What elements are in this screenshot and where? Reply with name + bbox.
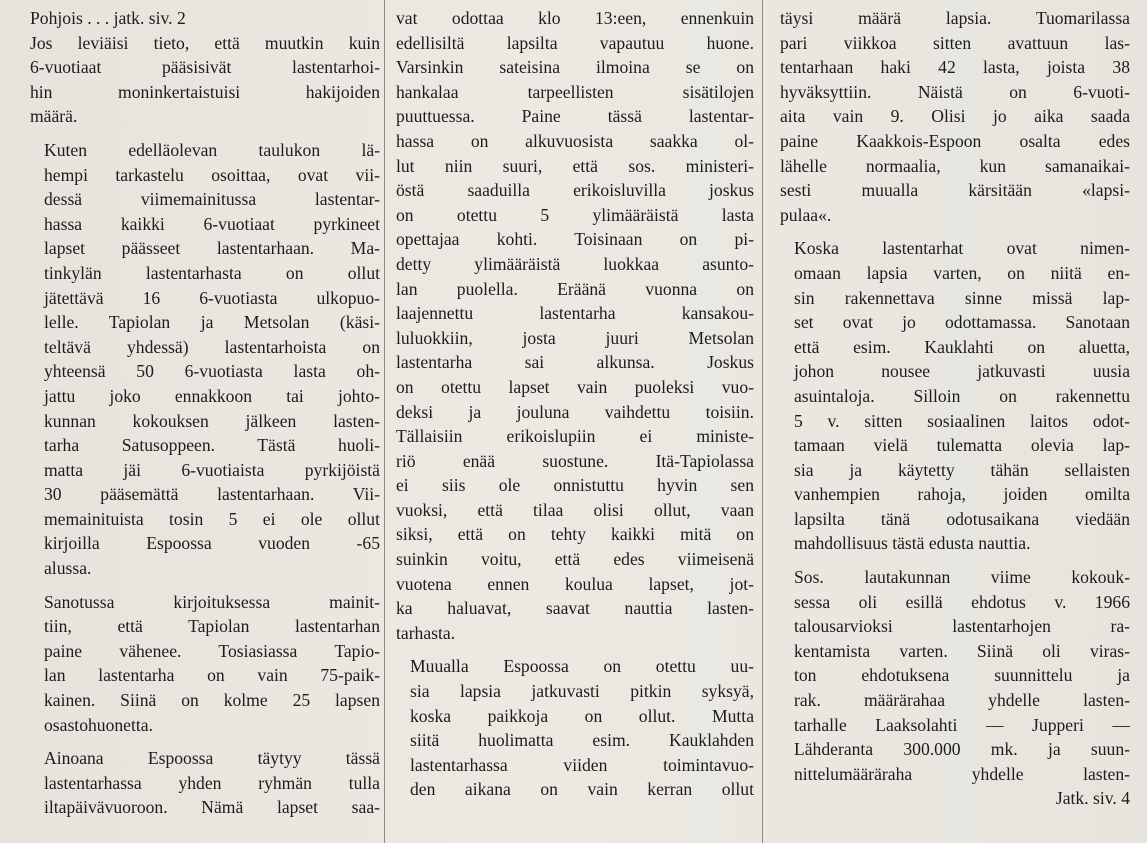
text-line: kainen. Siinä on kolme 25 lapsen — [44, 690, 380, 711]
text-line: luluokkiin, josta juuri Metsolan — [396, 327, 754, 348]
text-line: puuttuessa. Paine tässä lastentar- — [396, 106, 754, 127]
text-line: johon nousee jatkuvasti uusia — [794, 361, 1130, 382]
text-line: mahdollisuus tästä edusta nauttia. — [794, 533, 1031, 554]
text-line: matta jäi 6-vuotiaista pyrkijöistä — [44, 459, 380, 480]
text-line: lastentarhassa viiden toimintavuo- — [410, 754, 754, 775]
text-line: jattu joko ennakkoon tai johto- — [44, 385, 380, 406]
text-line: alussa. — [44, 558, 92, 579]
text-line: 6-vuotiaat pääsisivät lastentarhoi- — [30, 57, 380, 78]
text-line: edellisiltä lapsilta vapautuu huone. — [396, 32, 754, 53]
text-line: ei siis ole onnistuttu hyvin sen — [396, 475, 754, 496]
text-line: lapset päässeet lastentarhaan. Ma- — [44, 238, 380, 259]
text-line: paine Kaakkois-Espoon osalta edes — [780, 130, 1130, 151]
text-line: sin rakennettava sinne missä lap- — [794, 287, 1130, 308]
paragraph — [30, 590, 380, 738]
paragraph — [30, 138, 380, 581]
text-line: että esim. Kauklahti on aluetta, — [794, 336, 1130, 357]
text-line: omaan lapsia varten, on niitä en- — [794, 262, 1130, 283]
text-line: hyväksyttiin. Näistä on 6-vuoti- — [780, 81, 1130, 102]
text-line: hempi tarkastelu osoittaa, ovat vii- — [44, 164, 380, 185]
column-1 — [30, 6, 380, 820]
text-line: Jos leviäisi tieto, että muutkin kuin — [30, 32, 380, 53]
text-line: lelle. Tapiolan ja Metsolan (käsi- — [44, 312, 380, 333]
text-line: lan puolella. Eräänä vuonna on — [396, 278, 754, 299]
text-line: osastohuonetta. — [44, 714, 153, 735]
text-line: dessä viimemainitussa lastentar- — [44, 189, 380, 210]
text-line: pari viikkoa sitten avattuun las- — [780, 32, 1130, 53]
text-line: täysi määrä lapsia. Tuomarilassa — [780, 8, 1130, 28]
text-line: vat odottaa klo 13:een, ennenkuin — [396, 8, 754, 28]
text-line: sia lapsia jatkuvasti pitkin syksyä, — [410, 681, 754, 702]
text-line: Ainoana Espoossa täytyy tässä — [44, 748, 380, 769]
continuation-header: Pohjois . . . jatk. siv. 2 — [30, 8, 186, 28]
text-line: talousarvioksi lastentarhojen ra- — [794, 616, 1130, 637]
text-line: Sanotussa kirjoituksessa mainit- — [44, 591, 380, 612]
text-line: tarhasta. — [396, 622, 456, 643]
text-line: memainituista tosin 5 ei ole ollut — [44, 508, 380, 529]
text-line: kentamista varten. Siinä oli viras- — [794, 640, 1130, 661]
text-line: östä saaduilla erikoisluvilla joskus — [396, 180, 754, 201]
text-line: riö enää suostune. Itä-Tapiolassa — [396, 450, 754, 471]
text-line: 30 pääsemättä lastentarhaan. Vii- — [44, 484, 380, 505]
text-line: Muualla Espoossa on otettu uu- — [410, 656, 754, 677]
text-line: siitä huolimatta esim. Kauklahden — [410, 730, 754, 751]
text-line: asuintaloja. Silloin on rakennettu — [794, 385, 1130, 406]
continuation-footer: Jatk. siv. 4 — [1055, 788, 1130, 809]
text-line: vanhempien rahoja, joiden omilta — [794, 484, 1130, 505]
paragraph — [780, 6, 1130, 227]
text-line: Koska lastentarhat ovat nimen- — [794, 238, 1130, 259]
paragraph — [396, 654, 754, 802]
text-line: teltävä yhdessä) lastentarhoista on — [44, 336, 380, 357]
text-line: pulaa«. — [780, 204, 832, 225]
text-line: lastentarha sai alkunsa. Joskus — [396, 352, 754, 373]
column-2 — [396, 6, 754, 802]
text-line: tiin, että Tapiolan lastentarhan — [44, 616, 380, 637]
paragraph — [30, 746, 380, 820]
text-line: iltapäivävuoroon. Nämä lapset saa- — [44, 797, 380, 818]
text-line: Kuten edelläolevan taulukon lä- — [44, 139, 380, 160]
text-line: hin moninkertaistuisi hakijoiden — [30, 81, 380, 102]
text-line: lapsilta tänä odotusaikana viedään — [794, 508, 1130, 529]
text-line: vuotena ennen koulua lapset, jot- — [396, 573, 754, 594]
text-line: Lähderanta 300.000 mk. ja suun- — [794, 739, 1130, 760]
text-line: set ovat jo odottamassa. Sanotaan — [794, 312, 1130, 333]
text-line: jätettävä 16 6-vuotiasta ulkopuo- — [44, 287, 380, 308]
text-line: tinkylän lastentarhasta on ollut — [44, 262, 380, 283]
text-line: laajennettu lastentarha kansakou- — [396, 303, 754, 324]
text-line: tentarhaan haki 42 lasta, joista 38 — [780, 57, 1130, 78]
column-rule — [762, 0, 763, 843]
text-line: ton ehdotuksena suunnittelu ja — [794, 665, 1130, 686]
text-line: paine vähenee. Tosiasiassa Tapio- — [44, 640, 380, 661]
text-line: Varsinkin sateisina ilmoina se on — [396, 57, 754, 78]
text-line: tarha Satusoppeen. Tästä huoli- — [44, 435, 380, 456]
text-line: nittelumääräraha yhdelle lasten- — [794, 763, 1130, 784]
text-line: suinkin voitu, että edes viimeisenä — [396, 549, 754, 570]
text-line: on otettu 5 ylimääräistä lasta — [396, 204, 754, 225]
text-line: hassa on alkuvuosista saakka ol- — [396, 130, 754, 151]
paragraph — [780, 565, 1130, 786]
text-line: tarhalle Laaksolahti — Jupperi — — [794, 714, 1130, 735]
text-line: rak. määrärahaa yhdelle lasten- — [794, 690, 1130, 711]
text-line: kunnan kokouksen jälkeen lasten- — [44, 410, 380, 431]
text-line: ka haluavat, saavat nauttia lasten- — [396, 598, 754, 619]
paragraph — [30, 31, 380, 129]
text-line: vuoksi, että tilaa olisi ollut, vaan — [396, 499, 754, 520]
text-line: yhteensä 50 6-vuotiasta lasta oh- — [44, 361, 380, 382]
text-line: Sos. lautakunnan viime kokouk- — [794, 567, 1130, 588]
paragraph — [396, 6, 754, 645]
text-line: opettajaa kohti. Toisinaan on pi- — [396, 229, 754, 250]
text-line: lut niin suuri, että sos. ministeri- — [396, 155, 754, 176]
text-line: den aikana on vain kerran ollut — [410, 779, 754, 800]
text-line: lan lastentarha on vain 75-paik- — [44, 665, 380, 686]
column-rule — [384, 0, 385, 843]
text-line: tamaan vielä tulematta olevia lap- — [794, 435, 1130, 456]
column-3 — [780, 6, 1130, 811]
text-line: hassa kaikki 6-vuotiaat pyrkineet — [44, 213, 380, 234]
text-line: sia ja käytetty tähän sellaisten — [794, 459, 1130, 480]
text-line: määrä. — [30, 106, 78, 127]
text-line: lastentarhassa yhden ryhmän tulla — [44, 772, 380, 793]
text-line: detty ylimääräistä luokkaa asunto- — [396, 253, 754, 274]
text-line: aita vain 9. Olisi jo aika saada — [780, 106, 1130, 127]
text-line: Tällaisiin erikoislupiin ei ministe- — [396, 426, 754, 447]
text-line: hankalaa tarpeellisten sisätilojen — [396, 81, 754, 102]
text-line: deksi ja jouluna vaihdettu toisiin. — [396, 401, 754, 422]
text-line: lähelle normaalia, kun samanaikai- — [780, 155, 1130, 176]
text-line: 5 v. sitten sosiaalinen laitos odot- — [794, 410, 1130, 431]
text-line: sessa oli esillä ehdotus v. 1966 — [794, 591, 1130, 612]
text-line: on otettu lapset vain puoleksi vuo- — [396, 376, 754, 397]
paragraph — [780, 236, 1130, 556]
text-line: sesti muualla kärsitään «lapsi- — [780, 180, 1130, 201]
text-line: koska paikkoja on ollut. Mutta — [410, 705, 754, 726]
text-line: siksi, että on tehty kaikki mitä on — [396, 524, 754, 545]
text-line: kirjoilla Espoossa vuoden -65 — [44, 533, 380, 554]
